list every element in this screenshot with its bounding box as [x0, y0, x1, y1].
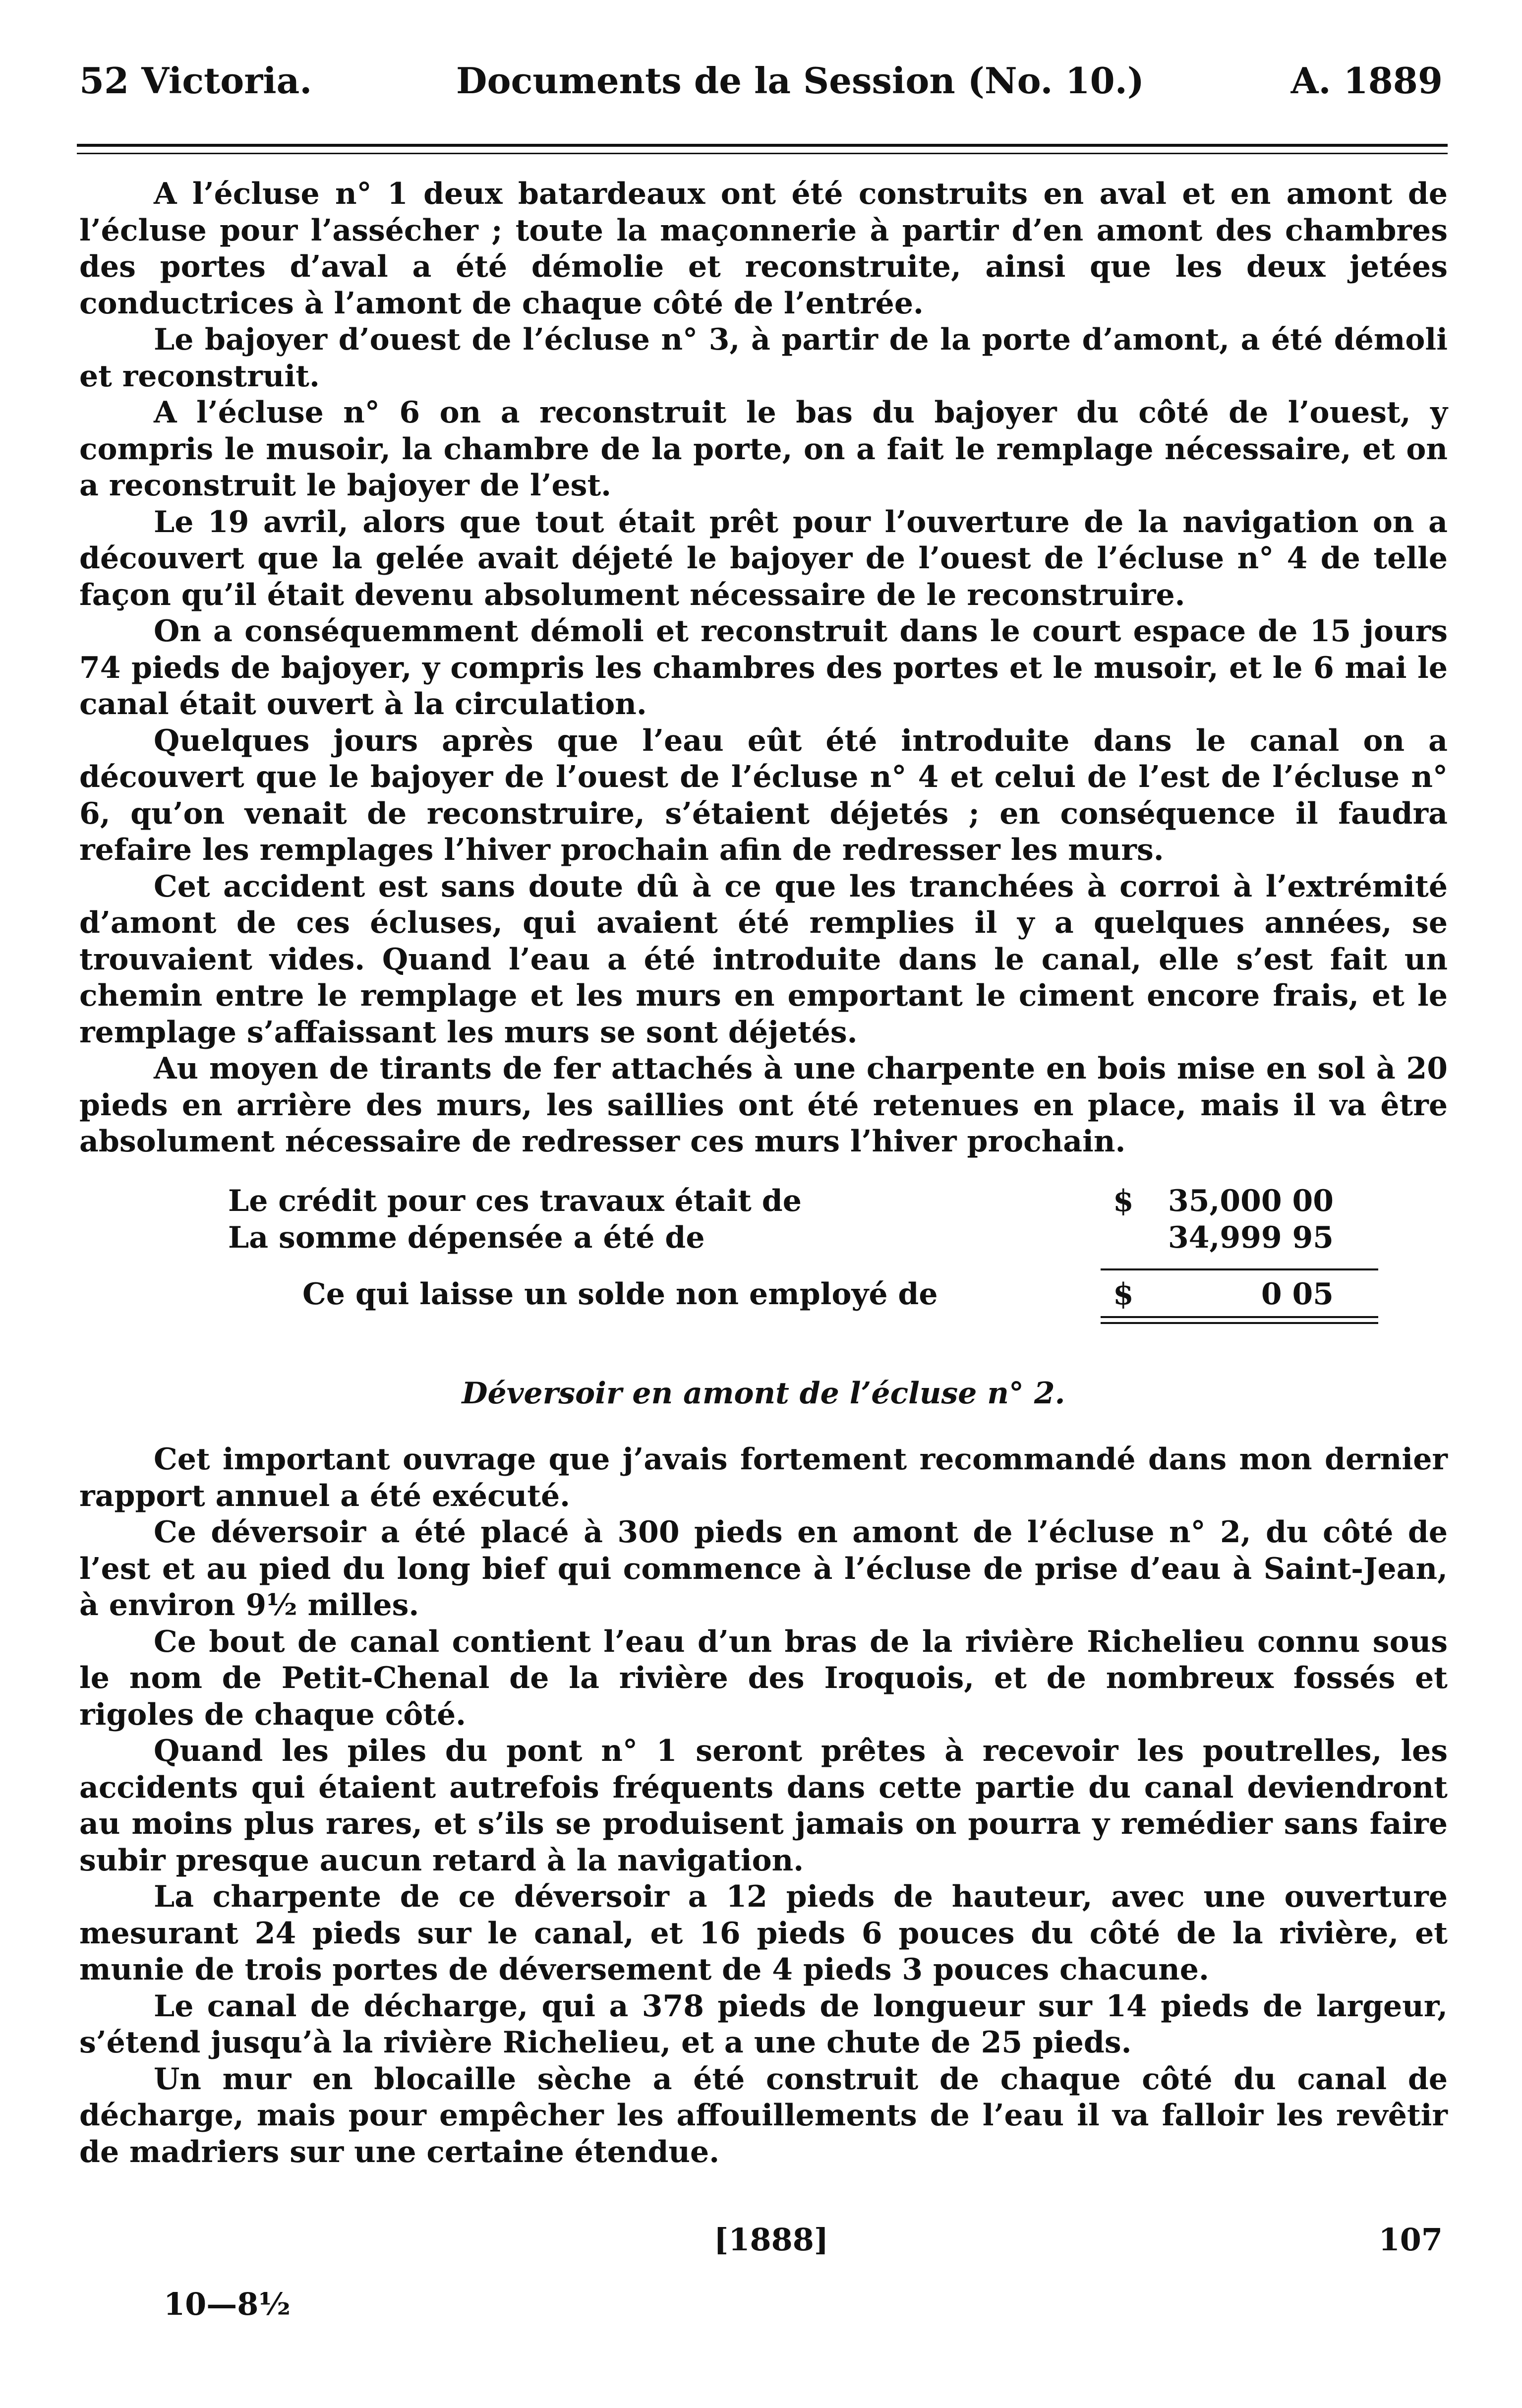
paragraph: Le 19 avril, alors que tout était prêt pour l’ouverture de la navigation on a découvert que la gelée avait déjeté le bajoyer de l’ouest de l’écluse n° 4 de telle façon qu’il était devenu absolument nécessaire de le reconstruire.: [79, 504, 1448, 612]
paragraph: A l’écluse n° 6 on a reconstruit le bas du bajoyer du côté de l’ouest, y compris le musoir, la chambre de la porte, on a fait le remplage nécessaire, et on a reconstruit le bajoyer de l’est.: [79, 395, 1448, 503]
signature-mark: 10—8½: [164, 2286, 291, 2322]
header-title: Documents de la Session (No. 10.): [456, 60, 1144, 102]
paragraph: Quand les piles du pont n° 1 seront prêtes à recevoir les poutrelles, les accidents qui étaient autrefois fréquents dans cette partie du canal deviendront au moins plus rares, et s’ils se produisent jamais on pourra y remédier sans faire subir presque aucun retard à la navigation.: [79, 1734, 1448, 1878]
header-rule-thin: [77, 153, 1448, 154]
credit-row: [79, 1183, 1448, 1220]
spent-row: [79, 1220, 1448, 1257]
section-heading: Déversoir en amont de l’écluse n° 2.: [462, 1376, 1065, 1411]
paragraph: Le bajoyer d’ouest de l’écluse n° 3, à partir de la porte d’amont, a été démoli et reconstruit.: [79, 322, 1448, 394]
page-header: [79, 60, 1443, 114]
balance-label: Ce qui laisse un solde non employé de: [302, 1276, 938, 1312]
paragraph: A l’écluse n° 1 deux batardeaux ont été construits en aval et en amont de l’écluse pour l’assécher ; toute la maçonnerie à partir d’en amont des chambres des portes d’aval a été démolie et reconstruite, ainsi que les deux jetées conductrices à l’amont de chaque côté de l’entrée.: [79, 177, 1448, 321]
header-rule-thick: [77, 144, 1448, 147]
total-rule-2: [1101, 1322, 1378, 1324]
spent-label: La somme dépensée a été de: [228, 1220, 705, 1255]
sum-rule: [1101, 1268, 1378, 1270]
header-volume: 52 Victoria.: [79, 60, 312, 102]
paragraph: Cet important ouvrage que j’avais fortement recommandé dans mon dernier rapport annuel a été exécuté.: [79, 1442, 1448, 1513]
spent-amount: 34,999 95: [1168, 1220, 1334, 1255]
header-year: A. 1889: [1290, 60, 1443, 102]
footer-year: [1888]: [714, 2222, 829, 2258]
page-number: 107: [1378, 2222, 1443, 2258]
credit-dollar: $: [1113, 1183, 1134, 1218]
paragraph: Ce bout de canal contient l’eau d’un bras de la rivière Richelieu connu sous le nom de Petit-Chenal de la rivière des Iroquois, et de nombreux fossés et rigoles de chaque côté.: [79, 1624, 1448, 1732]
paragraph: La charpente de ce déversoir a 12 pieds de hauteur, avec une ouverture mesurant 24 pieds sur le canal, et 16 pieds 6 pouces du côté de la rivière, et munie de trois portes de déversement de 4 pieds 3 pouces chacune.: [79, 1879, 1448, 1987]
paragraph: Au moyen de tirants de fer attachés à une charpente en bois mise en sol à 20 pieds en arrière des murs, les saillies ont été retenues en place, mais il va être absolument nécessaire de redresser ces murs l’hiver prochain.: [79, 1051, 1448, 1159]
balance-dollar: $: [1113, 1276, 1134, 1312]
total-rule-1: [1101, 1316, 1378, 1318]
accounts-table: [79, 1183, 1448, 1328]
balance-amount: 0 05: [1261, 1276, 1334, 1312]
paragraph: On a conséquemment démoli et reconstruit dans le court espace de 15 jours 74 pieds de bajoyer, y compris les chambres des portes et le musoir, et le 6 mai le canal était ouvert à la circulation.: [79, 614, 1448, 722]
credit-label: Le crédit pour ces travaux était de: [228, 1183, 802, 1218]
paragraph: Cet accident est sans doute dû à ce que les tranchées à corroi à l’extrémité d’amont de ces écluses, qui avaient été remplies il y a quelques années, se trouvaient vides. Quand l’eau a été introduite dans le canal, elle s’est fait un chemin entre le remplage et les murs en emportant le ciment encore frais, et le remplage s’affaissant les murs se sont déjetés.: [79, 869, 1448, 1050]
page-body: [79, 176, 1448, 2170]
total-rule-area: [79, 1313, 1448, 1328]
sum-rule-area: [79, 1257, 1448, 1276]
credit-amount: 35,000 00: [1168, 1183, 1334, 1218]
paragraph: Quelques jours après que l’eau eût été introduite dans le canal on a découvert que le bajoyer de l’ouest de l’écluse n° 4 et celui de l’est de l’écluse n° 6, qu’on venait de reconstruire, s’étaient déjetés ; en conséquence il faudra refaire les remplages l’hiver prochain afin de redresser les murs.: [79, 723, 1448, 867]
paragraph: Un mur en blocaille sèche a été construit de chaque côté du canal de décharge, mais pour empêcher les affouillements de l’eau il va falloir les revêtir de madriers sur une certaine étendue.: [79, 2061, 1448, 2169]
paragraph: Le canal de décharge, qui a 378 pieds de longueur sur 14 pieds de largeur, s’étend jusqu’à la rivière Richelieu, et a une chute de 25 pieds.: [79, 1988, 1448, 2060]
paragraph: Ce déversoir a été placé à 300 pieds en amont de l’écluse n° 2, du côté de l’est et au pied du long bief qui commence à l’écluse de prise d’eau à Saint-Jean, à environ 9½ milles.: [79, 1515, 1448, 1623]
balance-row: [79, 1276, 1448, 1313]
